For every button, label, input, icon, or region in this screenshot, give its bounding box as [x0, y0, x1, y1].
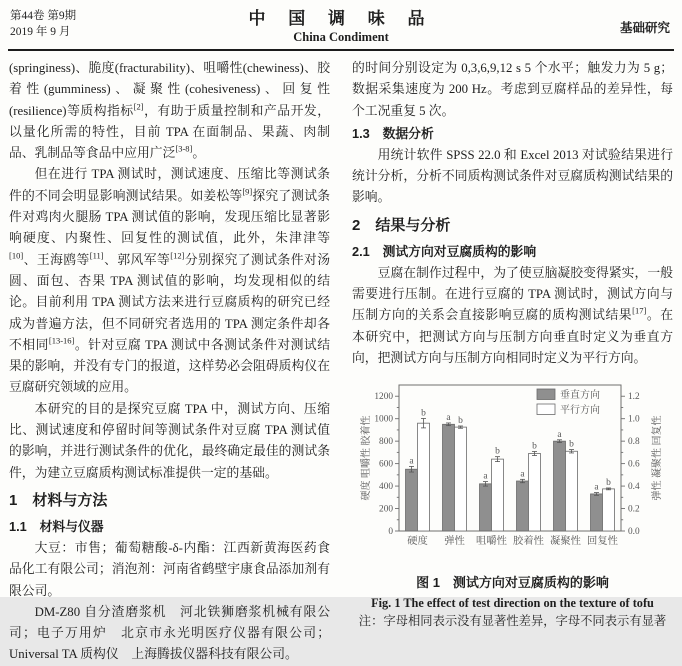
y-tick-label-left: 0 — [387, 527, 393, 538]
bar — [479, 484, 491, 531]
y-tick-label-right: 0.8 — [627, 437, 640, 448]
y-tick-label-right: 1.2 — [627, 392, 640, 403]
y-tick-label-right: 0.4 — [627, 482, 640, 493]
left-column — [9, 58, 330, 666]
sig-letter: a — [519, 469, 525, 480]
figure-1-svg — [359, 375, 667, 561]
paragraph: 豆腐在制作过程中，为了使豆脑凝胶变得紧实，一般需要进行压制。在进行豆腐的 TPA 测试时，测试方向与压制方向的关系会直接影响豆腐的质构测试结果[17]。在本研究中，把测试方向与压制方向垂直时定义为垂直方向，把测试方向与压制方向相同时定义为平行方向。 — [352, 265, 674, 365]
x-category-label: 回复性 — [586, 536, 618, 548]
y-tick-label-right: 0.2 — [627, 504, 640, 515]
sig-letter: a — [445, 413, 451, 424]
bar — [405, 469, 417, 531]
legend-label: 垂直方向 — [559, 390, 600, 402]
x-category-label: 凝聚性 — [549, 536, 581, 548]
section-heading: 1.3 数据分析 — [352, 125, 434, 141]
y-tick-label-right: 1.0 — [627, 414, 640, 425]
y-tick-label-left: 600 — [378, 459, 393, 470]
paragraph: 大豆：市售；葡萄糖酸-δ-内酯：江西新黄海医药食品化工有限公司；消泡剂：河南省鹤壁宇康食品添加剂有限公司。 — [9, 540, 330, 598]
figure-caption-en: Fig. 1 The effect of test direction on the texture of tofu — [371, 595, 654, 610]
section-heading: 2 结果与分析 — [352, 216, 451, 234]
journal-title-cn: 中 国 调 味 品 — [248, 9, 434, 28]
x-category-label: 胶着性 — [512, 536, 544, 548]
bar — [602, 489, 614, 531]
bar — [590, 494, 602, 531]
column-tag: 基础研究 — [619, 21, 670, 35]
sig-letter: b — [457, 416, 463, 427]
y-tick-label-right: 0.0 — [627, 527, 640, 538]
bar — [553, 441, 565, 531]
bar — [491, 459, 503, 531]
bar — [417, 423, 429, 531]
x-category-label: 咀嚼性 — [475, 536, 507, 548]
sig-letter: b — [494, 446, 500, 457]
sig-letter: b — [568, 439, 574, 450]
sig-letter: b — [605, 478, 611, 489]
volume-issue: 第44卷 第9期 — [10, 10, 77, 22]
paragraph: 的时间分别设定为 0,3,6,9,12 s 5 个水平；触发力为 5 g；数据采集速度为 200 Hz。考虑到豆腐样品的差异性，每个工况重复 5 次。 — [352, 61, 673, 118]
y-tick-label-left: 200 — [378, 504, 393, 515]
ylabel-left: 硬度 咀嚼性 胶着性 — [360, 415, 372, 501]
issue-date: 2019 年 9 月 — [10, 26, 71, 38]
section-heading: 2.1 测试方向对豆腐质构的影响 — [352, 243, 537, 259]
bar — [516, 481, 528, 531]
page-header — [0, 0, 682, 46]
sig-letter: a — [482, 471, 488, 482]
paragraph: DM-Z80 自分渣磨浆机 河北铁狮磨浆机械有限公司；电子万用炉 北京市永光明医疗仪器有限公司；Universal TA 质构仪 上海腾拔仪器科技有限公司。 — [9, 604, 330, 662]
figure-caption-cn: 图 1 测试方向对豆腐质构的影响 — [416, 574, 609, 590]
journal-title-en: China Condiment — [293, 30, 389, 44]
sig-letter: a — [593, 482, 599, 493]
figure-1-chart — [359, 375, 667, 568]
bar — [565, 452, 577, 532]
journal-title-block — [0, 4, 682, 45]
legend-label: 平行方向 — [559, 405, 600, 417]
ylabel-right: 弹性 凝聚性 回复性 — [651, 415, 663, 501]
paragraph: (springiness)、脆度(fracturability)、咀嚼性(chewiness)、胶着性(gumminess)、凝聚性(cohesiveness)、回复性(resilience)等质构指标[2]，有助于质量控制和产品开发，以量化所需的特性，目前 TPA 在面制品、果蔬、肉制品、乳制品等食品中应用广泛[3-8]。 — [9, 61, 330, 161]
sig-letter: b — [531, 441, 537, 452]
bar — [442, 425, 454, 532]
figure-note: 注：字母相同表示没有显著性差异，字母不同表示有显著 — [358, 613, 667, 628]
right-column — [352, 58, 673, 666]
section-heading: 1.1 材料与仪器 — [9, 518, 104, 534]
sig-letter: a — [556, 430, 562, 441]
sig-letter: b — [420, 408, 426, 419]
paragraph: 本研究的目的是探究豆腐 TPA 中，测试方向、压缩比、测试速度和停留时间等测试条件对豆腐 TPA 测试值的影响，并进行测试条件的优化，最终确定最佳的测试条件，为建立豆腐质构测试标准提供一定的基础。 — [9, 401, 330, 480]
y-tick-label-left: 400 — [378, 482, 393, 493]
section-heading: 1 材料与方法 — [9, 491, 108, 509]
x-category-label: 弹性 — [443, 536, 465, 548]
y-tick-label-left: 1000 — [373, 414, 393, 425]
sig-letter: a — [408, 456, 414, 467]
article-body — [0, 51, 682, 666]
y-tick-label-right: 0.6 — [627, 459, 640, 470]
paragraph: 用统计软件 SPSS 22.0 和 Excel 2013 对试验结果进行统计分析，分析不同质构测试条件对豆腐质构测试结果的影响。 — [352, 147, 673, 205]
legend-swatch — [537, 404, 555, 415]
paragraph: 但在进行 TPA 测试时，测试速度、压缩比等测试条件的不同会明显影响测试结果。如姜松等[9]探究了测试条件对鸡肉火腿肠 TPA 测试值的影响，发现压缩比显著影响硬度、内聚性、回复性的测试值，此外，朱津津等[10]、王海鸥等[11]、郭风军等[12]分别探究了测试条件对汤圆、面包、杏果 TPA 测试值的影响，均发现相似的结论。目前利用 TPA 测试方法来进行豆腐质构的研究已经成为普遍方法，但不同研究者选用的 TPA 测定条件却各不相同[13-16]。针对豆腐 TPA 测试中各测试条件对测试结果的影响，并没有专门的报道，这样势必会阻碍质构仪在豆腐研究领域的应用。 — [9, 167, 331, 395]
y-tick-label-left: 1200 — [373, 392, 393, 403]
x-category-label: 硬度 — [406, 536, 428, 548]
y-tick-label-left: 800 — [378, 437, 393, 448]
bar — [528, 454, 540, 531]
bar — [454, 427, 466, 531]
legend-swatch — [537, 389, 555, 400]
